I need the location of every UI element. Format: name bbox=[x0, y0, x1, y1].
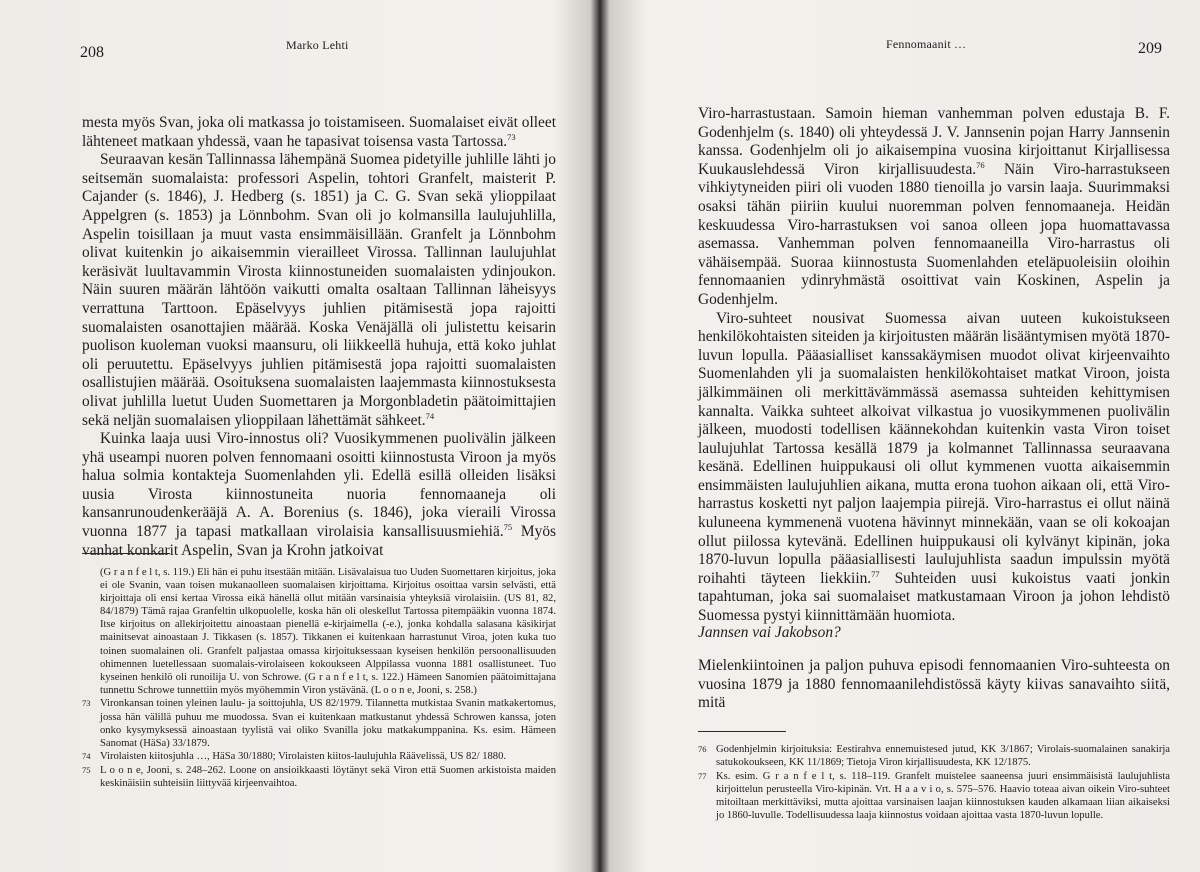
paragraph-text: Seuraavan kesän Tallinnassa lähempänä Suomea pidetyille juhlille lähti jo seitsemän suomalaista: professori Aspelin, tohtori Granfelt, maisterit P. Cajander (s. 1846), J. Hedberg (s. 1851) ja C. G. Svan sekä ylioppilaat Appelgren (s. 1853) ja Lönnbohm. Svan oli jo kolmansilla laulujuhlilla, Aspelin toisillaan ja muut vasta ensimmäisillään. Granfelt ja Lönnbohm olivat kuitenkin jo aikaisemmin vierailleet Virossa. Tallinnan laulujuhlat keräsivät luultavammin Virosta kiinnostuneiden suomalaisten ydinjoukon. Näin suuren määrän lähtöön vaikutti omalta osaltaan Tallinnan läheisyys verrattuna Tarttoon. Epäselvyys juhlien pitämisestä jopa rajoitti suomalaisten osanottajien määrää. Koska Venäjällä oli julistettu keisarin puolison kuoleman vuoksi maansuru, oli liikkeellä huhuja, että koko juhlat oli peruutettu. Epäselvyys juhlien pitämisestä jopa rajoitti suomalaisten osallistujien määrää. Osoituksena suomalaisten laajemmasta kiinnostuksesta olivat juhlilla luetut Uuden Suomettaren ja Morgonbladetin päätoimittajien sekä neljän suomalaisen ylioppilaan lähettämät sähkeet. bbox=[82, 151, 556, 429]
footnote-divider bbox=[698, 731, 786, 732]
footnote-ref: 75 bbox=[503, 521, 513, 532]
footnote-ref: 77 bbox=[871, 568, 880, 579]
footnotes bbox=[698, 743, 1170, 823]
footnote-ref: 76 bbox=[976, 159, 985, 170]
paragraph-text: Viro-harrastustaan. Samoin hieman vanhemman polven edustaja B. F. Godenhjelm (s. 1840) oli yhteydessä J. V. Jannsenin pojan Harry Jannsenin kanssa. Godenhjelm oli jo aikaisempina vuosina kirjoittanut Kirjallisessa Kuukauslehdessä Viron kirjallisuudesta. bbox=[698, 105, 1170, 178]
body-text bbox=[82, 114, 556, 560]
paragraph bbox=[82, 430, 556, 560]
footnote bbox=[698, 770, 1170, 822]
footnote-text: Ks. esim. G r a n f e l t, s. 118–119. Granfelt muistelee saaneensa juuri ensimmäisistä laulujuhlista kirjoittelun perusteella Viro-kipinän. Vrt. H a a v i o, s. 575–576. Haavio toteaa aivan oikein Viro-suhteet mitoiltaan merkittäviksi, mutta ajoittaa varsinaisen laajan kiinnostuksen kauden alkamaan liian aikaiseksi jo 1860-luvulle. Todellisuudessa laaja kiinnostus voidaan ajoittaa vasta 1870-luvun lopulle. bbox=[716, 770, 1170, 821]
paragraph-text: Viro-suhteet nousivat Suomessa aivan uuteen kukoistukseen henkilökohtaisten siteiden ja kirjoitusten määrän lisääntymisen myötä 1870-luvun lopulla. Pääasialliset kanssakäymisen muodot olivat kirjeenvaihto Suomenlahden yli ja suomalaisten henkilökohtaiset matkat Viroon, joista jälkimmäinen oli merkittävämmässä asemassa suhteiden kehittymisen kannalta. Vaikka suhteet alkoivat vilkastua jo vuosikymmenen puolivälin jälkeen, muodosti todellisen käännekohdan kuitenkin vasta Viron toiset laulujuhlat Tartossa kesällä 1879 ja kolmannet Tallinnassa seuraavana kesänä. Edellinen huippukausi oli ollut kymmenen vuotta aikaisemmin ensimmäisten laulujuhlien aikana, mutta erona tuohon aikaan oli, että Viro-harrastus kosketti nyt paljon laajempia piirejä. Viro-harrastus ei ollut näinä kuluneena kymmenenä vuotena hävinnyt minnekään, vaan se oli kokoajan ollut piilossa kytevänä. Edellinen huippukausi oli kylvänyt kipinän, joka 1870-luvun lopulla pääasiallisesti laulujuhlista saadun impulssin myötä roihahti täyteen liekkiin. bbox=[698, 309, 1170, 587]
footnote-number: 77 bbox=[698, 770, 707, 781]
footnote-number: 75 bbox=[82, 764, 91, 775]
page-number: 209 bbox=[1138, 40, 1162, 57]
footnote-ref: 73 bbox=[507, 131, 516, 142]
footnote-text: L o o n e, Jooni, s. 248–262. Loone on ansioikkaasti löytänyt sekä Viron että Suomen arkistoista maiden keskinäisiin suhteisiin liittyvää kirjeenvaihtoa. bbox=[100, 764, 556, 789]
footnote bbox=[82, 750, 556, 763]
footnote-number: 74 bbox=[82, 751, 91, 762]
paragraph-text: Näin Viro-harrastukseen vihkiytyneiden piiri oli vuoden 1880 tienoilla jo varsin laaja. Suurimmaksi osaksi tähän piiriin kuului nuoremman polven fennomaaneja. Heidän keskuudessa Viro-harrastuksen voi sanoa olleen jopa huomattavassa asemassa. Vanhemman polven fennomaaneilla Viro-harrastus oli vähäisempää. Suoraa kiinnostusta Suomenlahden eteläpuoleisiin oloihin fennomaanien ydinryhmästä osoittivat vain Koskinen, Aspelin ja Godenhjelm. bbox=[698, 160, 1170, 308]
section-heading: Jannsen vai Jakobson? bbox=[698, 624, 841, 641]
footnote bbox=[82, 764, 556, 790]
footnote bbox=[82, 697, 556, 749]
paragraph bbox=[82, 114, 556, 151]
footnote-text: Virolaisten kiitosjuhla …, HäSa 30/1880; Virolaisten kiitos-laulujuhla Räävelissä, US 82/ 1880. bbox=[100, 751, 507, 763]
paragraph-text: mesta myös Svan, joka oli matkassa jo toistamiseen. Suomalaiset eivät olleet lähteneet matkaan yhdessä, vaan he tapasivat toisensa vasta Tartossa. bbox=[82, 114, 556, 150]
footnote-text: Vironkansan toinen yleinen laulu- ja soittojuhla, US 82/1979. Tilannetta mutkistaa Svanin matkakertomus, jossa hän välillä puhuu me muodossa. Svan ei kuitenkaan matkustanut yhdessä Schrowen kanssa, joten onko kysymyksessä ainoastaan tyylistä vai oliko Svanilla joku matkakumppanina. Ks. esim. Hämeen Sanomat (HäSa) 33/1879. bbox=[100, 698, 556, 749]
right-page bbox=[600, 0, 1200, 872]
paragraph-text: Kuinka laaja uusi Viro-innostus oli? Vuosikymmenen puolivälin jälkeen yhä useampi nuoren polven fennomaani osoitti kiinnostusta Viroon ja myös halua solmia kontakteja Suomenlahden yli. Edellä esillä olleiden lisäksi uusia Virosta kiinnostuneita nuoria fennomaaneja oli kansanrunoudenkerääjä A. A. Borenius (s. 1846), joka vieraili Virossa vuonna 1877 ja tapasi matkallaan virolaisia kansallisuusmiehiä. bbox=[82, 430, 556, 541]
body-text bbox=[698, 105, 1170, 626]
footnote-divider bbox=[82, 553, 170, 554]
running-head: Marko Lehti bbox=[286, 38, 349, 52]
page-number: 208 bbox=[80, 44, 104, 61]
footnote-text: (G r a n f e l t, s. 119.) Eli hän ei puhu itsestään mitään. Lisävalaisua tuo Uuden Suomettaren kirjoitus, joka ei ole Svanin, vaan toisen mukanaolleen suomalaisen kirjoittama. Kirjoitus osoittaa varsin selvästi, että kirjoittaja oli ensi kertaa Virossa eikä hänellä ollut mitään varsinaisia yhteyksiä virolaisiin. (US 81, 82, 84/1879) Tämä rajaa Granfeltin ulkopuolelle, koska hän oli oleskellut Tartossa pitempääkin vuonna 1874. Itse kirjoitus on allekirjoitettu ainoastaan pienellä e-kirjaimella (-e.), jonka kohdalla salasana käsikirjat mainitsevat ainoastaan J. Tikkasen (s. 1857). Tikkanen ei kuitenkaan harrastunut Viroa, joten kuka tuo toinen suomalainen oli. Granfelt paljastaa omassa kirjoituksessaan kyseisen henkilön persoonallisuuden ohimennen luetellessaan suomalais-virolaiseen kokoukseen Alppilassa vuonna 1881 osallistuneet. Tuo kyseinen henkilö oli runoilija U. von Schrowe. (G r a n f e l t, s. 122.) Hämeen Sanomien päätoimittajana tunnettu Schrowe tunnettiin myös myöhemmin Viron ystävänä. (L o o n e, Jooni, s. 258.) bbox=[100, 567, 556, 696]
running-head: Fennomaanit … bbox=[886, 37, 967, 51]
paragraph bbox=[82, 151, 556, 430]
footnote-number: 76 bbox=[698, 744, 707, 754]
footnote-ref: 74 bbox=[425, 410, 435, 421]
paragraph bbox=[698, 310, 1170, 626]
footnotes bbox=[82, 566, 556, 791]
footnote bbox=[82, 566, 556, 697]
paragraph-text: Suhteiden uusi kukoistus vaati jonkin tapahtuman, joka sai suomalaiset matkustamaan Viroon ja johon lehdistö Suomessa pystyi kiinnittämään huomiota. bbox=[698, 569, 1170, 625]
paragraph: Mielenkiintoinen ja paljon puhuva episodi fennomaanien Viro-suhteesta on vuosina 1879 ja 1880 fennomaanilehdistössä käyty kiivas sanavaihto siitä, mitä bbox=[698, 657, 1170, 712]
body-text bbox=[698, 657, 1170, 713]
paragraph-text: Myös vanhat konkarit Aspelin, Svan ja Krohn jatkoivat bbox=[82, 523, 557, 559]
paragraph bbox=[698, 105, 1170, 310]
footnote bbox=[698, 743, 1170, 769]
footnote-text: Godenhjelmin kirjoituksia: Eestirahva ennemuistesed jutud, KK 3/1867; Virolais-suomalainen sanakirja satukokoukseen, KK 11/1869; Tietoja Viron kirjallisuudesta, KK 12/1875. bbox=[716, 744, 1170, 769]
footnote-number: 73 bbox=[82, 698, 91, 709]
